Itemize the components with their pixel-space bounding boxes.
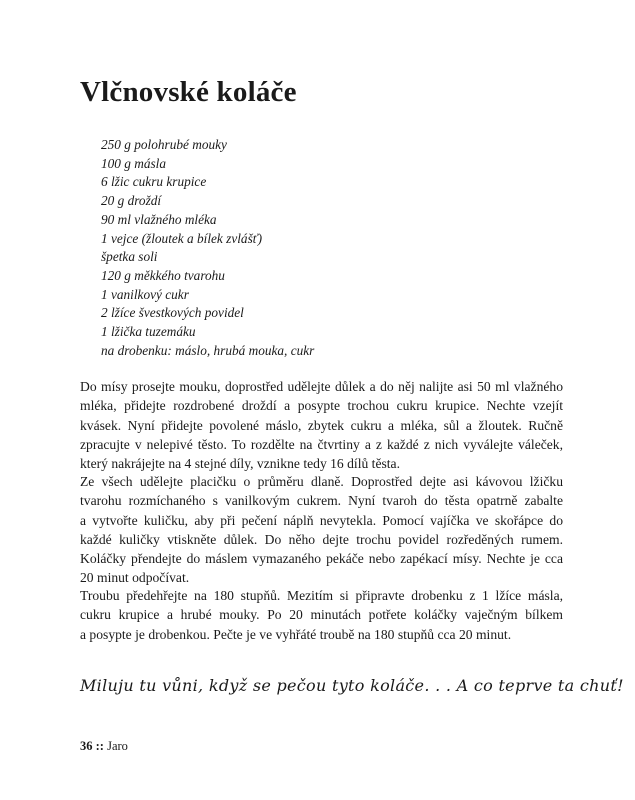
handwritten-quote: Miluju tu vůni, když se pečou tyto koláče. . . A co teprve ta chuť! bbox=[80, 676, 624, 695]
ingredient-item: 20 g droždí bbox=[101, 193, 162, 209]
ingredient-item: 1 vanilkový cukr bbox=[101, 286, 189, 302]
instructions-paragraph-1 bbox=[80, 377, 563, 473]
ingredient-item: 120 g měkkého tvarohu bbox=[101, 267, 225, 283]
ingredient-item: 250 g polohrubé mouky bbox=[101, 137, 227, 152]
text-line: tvarohu rozmíchaného s vanilkovým cukrem. Nyní tvaroh do těsta opatrně zabalte bbox=[80, 493, 563, 509]
instructions-paragraph-3 bbox=[80, 586, 563, 644]
text-line: a vytvořte kuličku, aby při pečení náplň nevytekla. Pomocí vajíčka ve skořápce do bbox=[80, 512, 563, 528]
page-number: 36 bbox=[80, 739, 93, 753]
text-line: a posypte je drobenkou. Pečte je ve vyhřáté troubě na 180 stupňů cca 20 minut. bbox=[80, 626, 512, 642]
text-line: Troubu předehřejte na 180 stupňů. Mezitím si připravte drobenku z 1 lžíce másla, bbox=[80, 588, 563, 603]
footer-separator: :: bbox=[95, 739, 104, 753]
ingredients-list bbox=[101, 136, 314, 360]
ingredient-item: 100 g másla bbox=[101, 155, 167, 171]
ingredient-item: 90 ml vlažného mléka bbox=[101, 211, 217, 227]
text-line: zpracujte v nelepivé těsto. To rozdělte na čtvrtiny a z každé z nich vyválejte váleček, bbox=[80, 436, 563, 452]
ingredient-item: 2 lžíce švestkových povidel bbox=[101, 305, 244, 321]
text-line: který nakrájejte na 4 stejné díly, vznikne tedy 16 dílů těsta. bbox=[80, 456, 400, 472]
text-line: 20 minut odpočívat. bbox=[80, 570, 190, 586]
ingredient-item: 1 vejce (žloutek a bílek zvlášť) bbox=[101, 230, 263, 246]
text-line: Koláčky přendejte do máslem vymazaného pekáče nebo zapékací mísy. Nechte je cca bbox=[80, 551, 563, 567]
text-line: Do mísy prosejte mouku, doprostřed udělejte důlek a do něj nalijte asi 50 ml vlažného bbox=[80, 379, 563, 394]
text-line: mléka, přidejte rozdrobené droždí a posypte trochou cukru krupice. Nechte vzejít bbox=[80, 398, 563, 414]
section-name: Jaro bbox=[107, 739, 128, 753]
text-line: Ze všech udělejte placičku o průměru dlaně. Doprostřed dejte asi kávovou lžičku bbox=[80, 474, 563, 489]
ingredient-item: špetka soli bbox=[101, 249, 158, 265]
instructions-paragraph-2 bbox=[80, 472, 563, 588]
text-line: kvásek. Nyní přidejte povolené máslo, zbytek cukru a mléka, sůl a žloutek. Ručně bbox=[80, 417, 563, 433]
text-line: cukru krupice a hrubé mouky. Po 20 minutách potřete koláčky vaječným bílkem bbox=[80, 607, 563, 623]
ingredient-item: na drobenku: máslo, hrubá mouka, cukr bbox=[101, 342, 315, 358]
ingredient-item: 1 lžička tuzemáku bbox=[101, 324, 196, 340]
recipe-title: Vlčnovské koláče bbox=[80, 76, 297, 108]
text-line: každé kuličky vtiskněte důlek. Do něho dejte trochu povidel rozředěných rumem. bbox=[80, 531, 563, 547]
page-footer bbox=[80, 739, 128, 754]
ingredient-item: 6 lžic cukru krupice bbox=[101, 174, 207, 190]
